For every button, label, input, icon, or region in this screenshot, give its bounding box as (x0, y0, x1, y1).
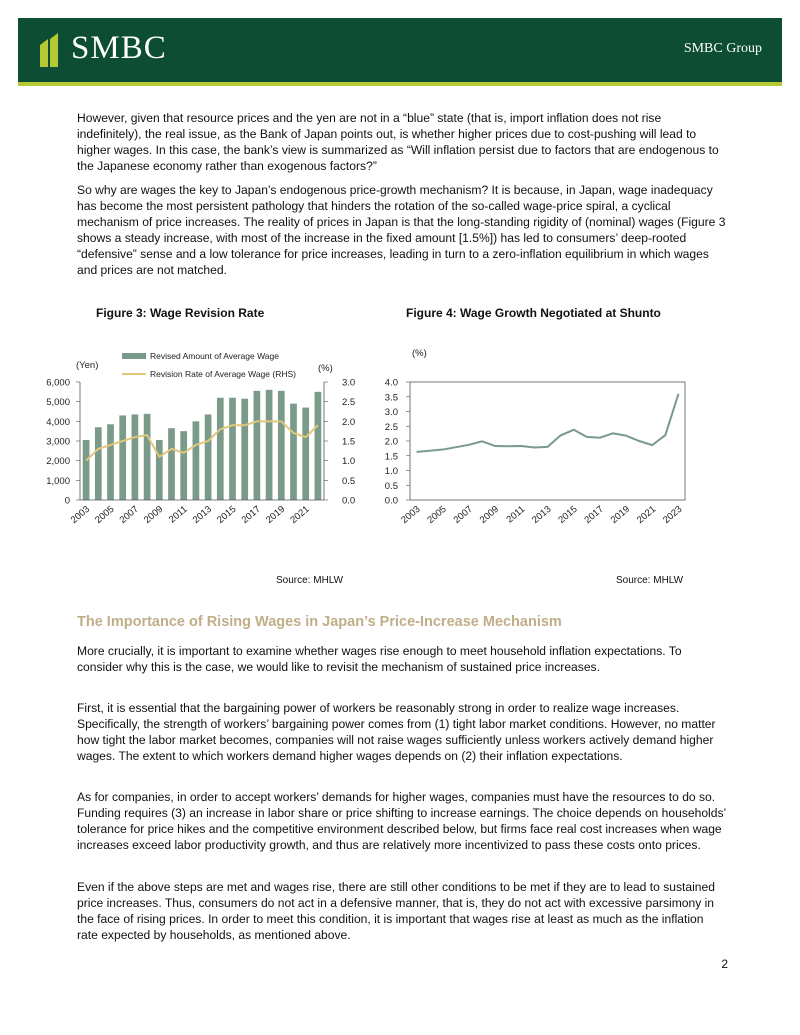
x-tick-label: 2013 (190, 503, 215, 526)
section-heading: The Importance of Rising Wages in Japan’s Price-Increase Mechanism (77, 614, 562, 630)
x-tick-label: 2007 (117, 503, 141, 526)
y-tick-label: 2,000 (46, 456, 70, 468)
bar (119, 415, 126, 500)
y2-tick-label: 0.0 (342, 495, 356, 507)
legend-swatch-bar (122, 353, 146, 359)
bar (107, 424, 114, 500)
section-paragraph-1: More crucially, it is important to examine whether wages rise enough to meet household inflation expectations. To consider why this is the case, we would like to revisit the mechanism of sustained price increases. (77, 644, 682, 674)
figure3-source: Source: MHLW (276, 575, 344, 586)
y2-axis-label: (%) (318, 363, 333, 374)
y-tick-label: 0.0 (384, 495, 398, 507)
x-tick-label: 2019 (263, 503, 288, 526)
figure4-source: Source: MHLW (616, 575, 684, 586)
page-number: 2 (721, 957, 728, 971)
section-paragraph-2: First, it is essential that the bargaining power of workers be reasonably strong in order to realize wage increases. Specifically, the strength of workers’ bargaining power comes from (1) tight labor market conditions. However, no matter how tight the labor market becomes, companies will not raise wages sufficiently unless workers actively demand higher wages. The extent to which workers demand higher wages depends on (2) their inflation expectations. (77, 701, 716, 763)
bar (193, 421, 200, 500)
bar (132, 414, 139, 500)
legend-label: Revised Amount of Average Wage (150, 351, 279, 361)
y2-tick-label: 1.0 (342, 456, 356, 468)
figure4-chart (370, 340, 690, 560)
y-tick-label: 1.0 (384, 466, 398, 477)
y-tick-label: 4,000 (46, 416, 70, 428)
bar (302, 408, 309, 500)
y-tick-label: 3.0 (384, 407, 398, 418)
x-tick-label: 2013 (530, 503, 554, 526)
y-tick-label: 2.5 (384, 421, 398, 433)
bar (83, 440, 90, 500)
bar (180, 431, 187, 500)
bar (254, 391, 261, 500)
x-tick-label: 2007 (451, 503, 475, 526)
bar (168, 428, 175, 500)
legend-label: Revision Rate of Average Wage (RHS) (150, 369, 296, 379)
y-axis-label: (%) (412, 348, 427, 359)
y2-tick-label: 2.5 (342, 397, 356, 409)
y2-tick-label: 2.0 (342, 416, 356, 428)
x-tick-label: 2011 (166, 503, 190, 526)
x-tick-label: 2009 (141, 503, 166, 526)
series-line (417, 394, 679, 452)
y-tick-label: 5,000 (46, 397, 70, 409)
y-tick-label: 2.0 (384, 436, 398, 448)
x-tick-label: 2021 (288, 503, 312, 526)
y2-tick-label: 0.5 (342, 475, 356, 487)
x-tick-label: 2015 (215, 503, 239, 526)
bar (278, 391, 285, 500)
bar (315, 392, 322, 500)
bar (205, 414, 212, 500)
y2-tick-label: 3.0 (342, 377, 356, 389)
y-tick-label: 3,000 (46, 436, 70, 448)
y-tick-label: 1.5 (384, 451, 398, 463)
intro-paragraph-1: However, given that resource prices and the yen are not in a “blue” state (that is, import inflation does not rise indefinitely), the real issue, as the Bank of Japan points out, is whether higher prices due to cost-pushing will lead to higher wages. In this case, the bank’s view is summarized as “Will inflation persist due to factors that are endogenous to the Japanese economy rather than exogenous factors?” (77, 111, 719, 173)
plot-frame (410, 382, 685, 500)
y-tick-label: 4.0 (384, 377, 398, 389)
x-tick-label: 2019 (608, 503, 632, 526)
x-tick-label: 2021 (634, 503, 659, 526)
figure4-title: Figure 4: Wage Growth Negotiated at Shunto (406, 306, 661, 320)
y-tick-label: 0.5 (384, 480, 398, 492)
y2-tick-label: 1.5 (342, 436, 356, 448)
section-paragraph-4: Even if the above steps are met and wages rise, there are still other conditions to be met if they are to lead to sustained price increases. Thus, consumers do not act in a defensive manner, that is, they do not act with excessive parsimony in the face of rising prices. In order to meet this condition, it is important that wages rise at least as much as the inflation rate expected by households, as mentioned above. (77, 880, 715, 942)
bar (229, 398, 236, 500)
x-tick-label: 2003 (399, 503, 423, 526)
x-tick-label: 2009 (477, 503, 502, 526)
x-tick-label: 2011 (504, 503, 528, 526)
header-stripe (18, 82, 782, 86)
bar (241, 399, 248, 500)
bar (266, 390, 273, 500)
x-tick-label: 2005 (425, 503, 449, 526)
x-tick-label: 2023 (661, 503, 685, 526)
intro-paragraph-2: So why are wages the key to Japan’s endogenous price-growth mechanism? It is because, in Japan, wage inadequacy has become the most persistent pathology that hinders the rotation of the so-called wage-price spiral, a cyclical mechanism of price increases. The reality of prices in Japan is that the long-standing rigidity of (nominal) wages (Figure 3 shows a steady increase, with most of the increase in the fixed amount [1.5%]) has led to consumers’ deep-rooted “defensive” sense and a low tolerance for price increases, leading in turn to a zero-inflation equilibrium in which wages and prices are not matched. (77, 183, 726, 277)
smbc-leaf-icon (40, 31, 66, 69)
y-tick-label: 1,000 (46, 475, 70, 487)
y-tick-label: 3.5 (384, 392, 398, 404)
bar (144, 414, 151, 500)
x-tick-label: 2017 (582, 503, 606, 526)
x-tick-label: 2017 (239, 503, 263, 526)
logo-text: SMBC (71, 30, 167, 66)
figure3-chart (40, 345, 356, 565)
y-tick-label: 6,000 (46, 377, 70, 389)
x-tick-label: 2003 (68, 503, 93, 526)
bar (95, 427, 102, 500)
bar (217, 398, 224, 500)
x-tick-label: 2005 (93, 503, 117, 526)
x-tick-label: 2015 (556, 503, 580, 526)
y-tick-label: 0 (64, 495, 70, 507)
group-name: SMBC Group (683, 41, 762, 56)
y-axis-label: (Yen) (76, 360, 99, 371)
section-paragraph-3: As for companies, in order to accept workers’ demands for higher wages, companies must have the resources to do so. Funding requires (3) an increase in labor share or price shifting to increase earnings. The choice depends on households’ tolerance for price hikes and the competitive environment described below, but firms face real cost increases when wage increases exceed labor productivity growth, and thus are relatively more incentivized to pass these costs onto prices. (77, 790, 726, 852)
bar (290, 404, 297, 500)
bar (156, 440, 163, 500)
figure3-title: Figure 3: Wage Revision Rate (96, 306, 265, 320)
